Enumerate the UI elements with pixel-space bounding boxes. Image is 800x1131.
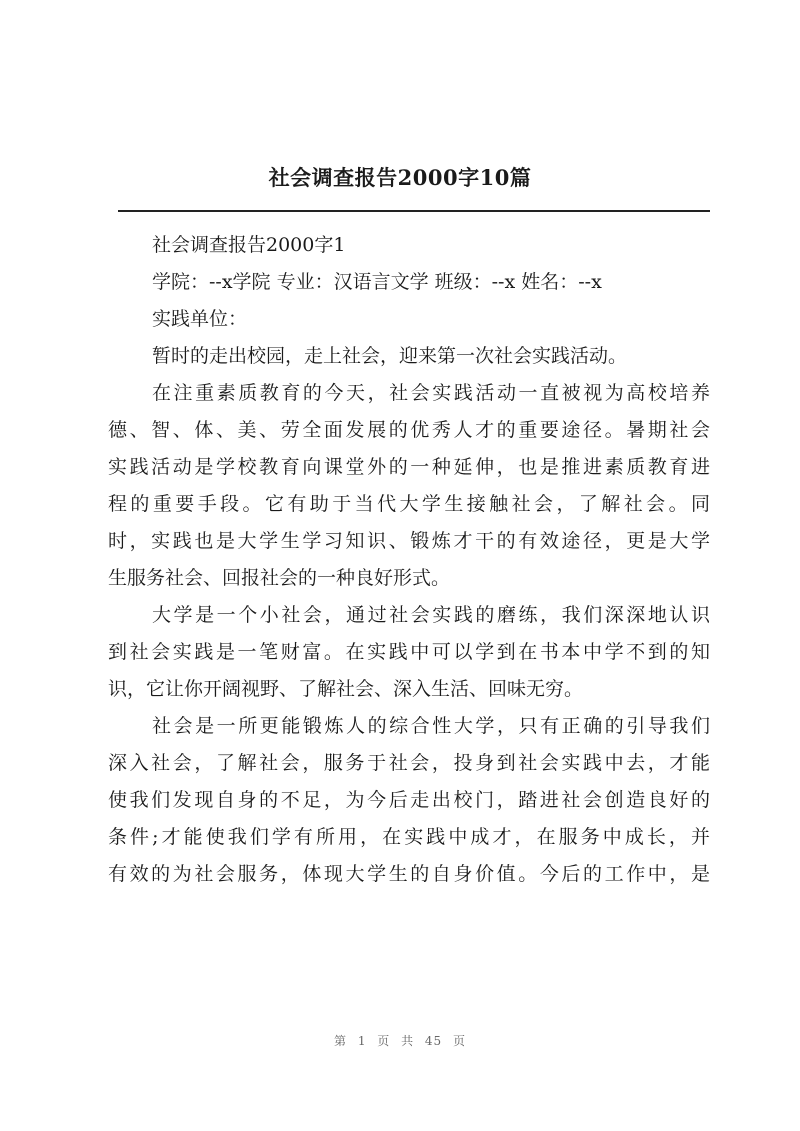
info-line: 学院：--x学院 专业：汉语言文学 班级：--x 姓名：--x bbox=[152, 271, 602, 293]
paragraph-line: 条件;才能使我们学有所用，在实践中成才，在服务中成长，并 bbox=[108, 826, 710, 848]
document-title: 社会调查报告2000字10篇 bbox=[268, 165, 532, 190]
paragraph-line: 社会是一所更能锻炼人的综合性大学，只有正确的引导我们 bbox=[152, 715, 710, 737]
paragraph-line: 德、智、体、美、劳全面发展的优秀人才的重要途径。暑期社会 bbox=[108, 419, 710, 441]
paragraph-line: 实践活动是学校教育向课堂外的一种延伸，也是推进素质教育进 bbox=[108, 456, 710, 478]
paragraph-line: 深入社会，了解社会，服务于社会，投身到社会实践中去，才能 bbox=[108, 752, 710, 774]
info-line: 实践单位： bbox=[152, 308, 248, 330]
title-divider bbox=[118, 210, 710, 212]
paragraph-line: 识，它让你开阔视野、了解社会、深入生活、回味无穷。 bbox=[108, 678, 584, 700]
page-number-footer: 第 1 页 共 45 页 bbox=[334, 1034, 466, 1048]
paragraph-line: 暂时的走出校园，走上社会，迎来第一次社会实践活动。 bbox=[152, 345, 628, 367]
paragraph-line: 时，实践也是大学生学习知识、锻炼才干的有效途径，更是大学 bbox=[108, 530, 710, 552]
paragraph-line: 生服务社会、回报社会的一种良好形式。 bbox=[108, 567, 451, 589]
paragraph-line: 大学是一个小社会，通过社会实践的磨练，我们深深地认识 bbox=[152, 604, 710, 626]
paragraph-line: 在注重素质教育的今天，社会实践活动一直被视为高校培养 bbox=[152, 382, 710, 404]
paragraph-line: 使我们发现自身的不足，为今后走出校门，踏进社会创造良好的 bbox=[108, 789, 710, 811]
paragraph-line: 有效的为社会服务，体现大学生的自身价值。今后的工作中，是 bbox=[108, 863, 710, 885]
paragraph-line: 程的重要手段。它有助于当代大学生接触社会，了解社会。同 bbox=[108, 493, 710, 515]
paragraph-line: 到社会实践是一笔财富。在实践中可以学到在书本中学不到的知 bbox=[108, 641, 710, 663]
document-body bbox=[108, 227, 710, 893]
section-heading: 社会调查报告2000字1 bbox=[152, 234, 346, 256]
